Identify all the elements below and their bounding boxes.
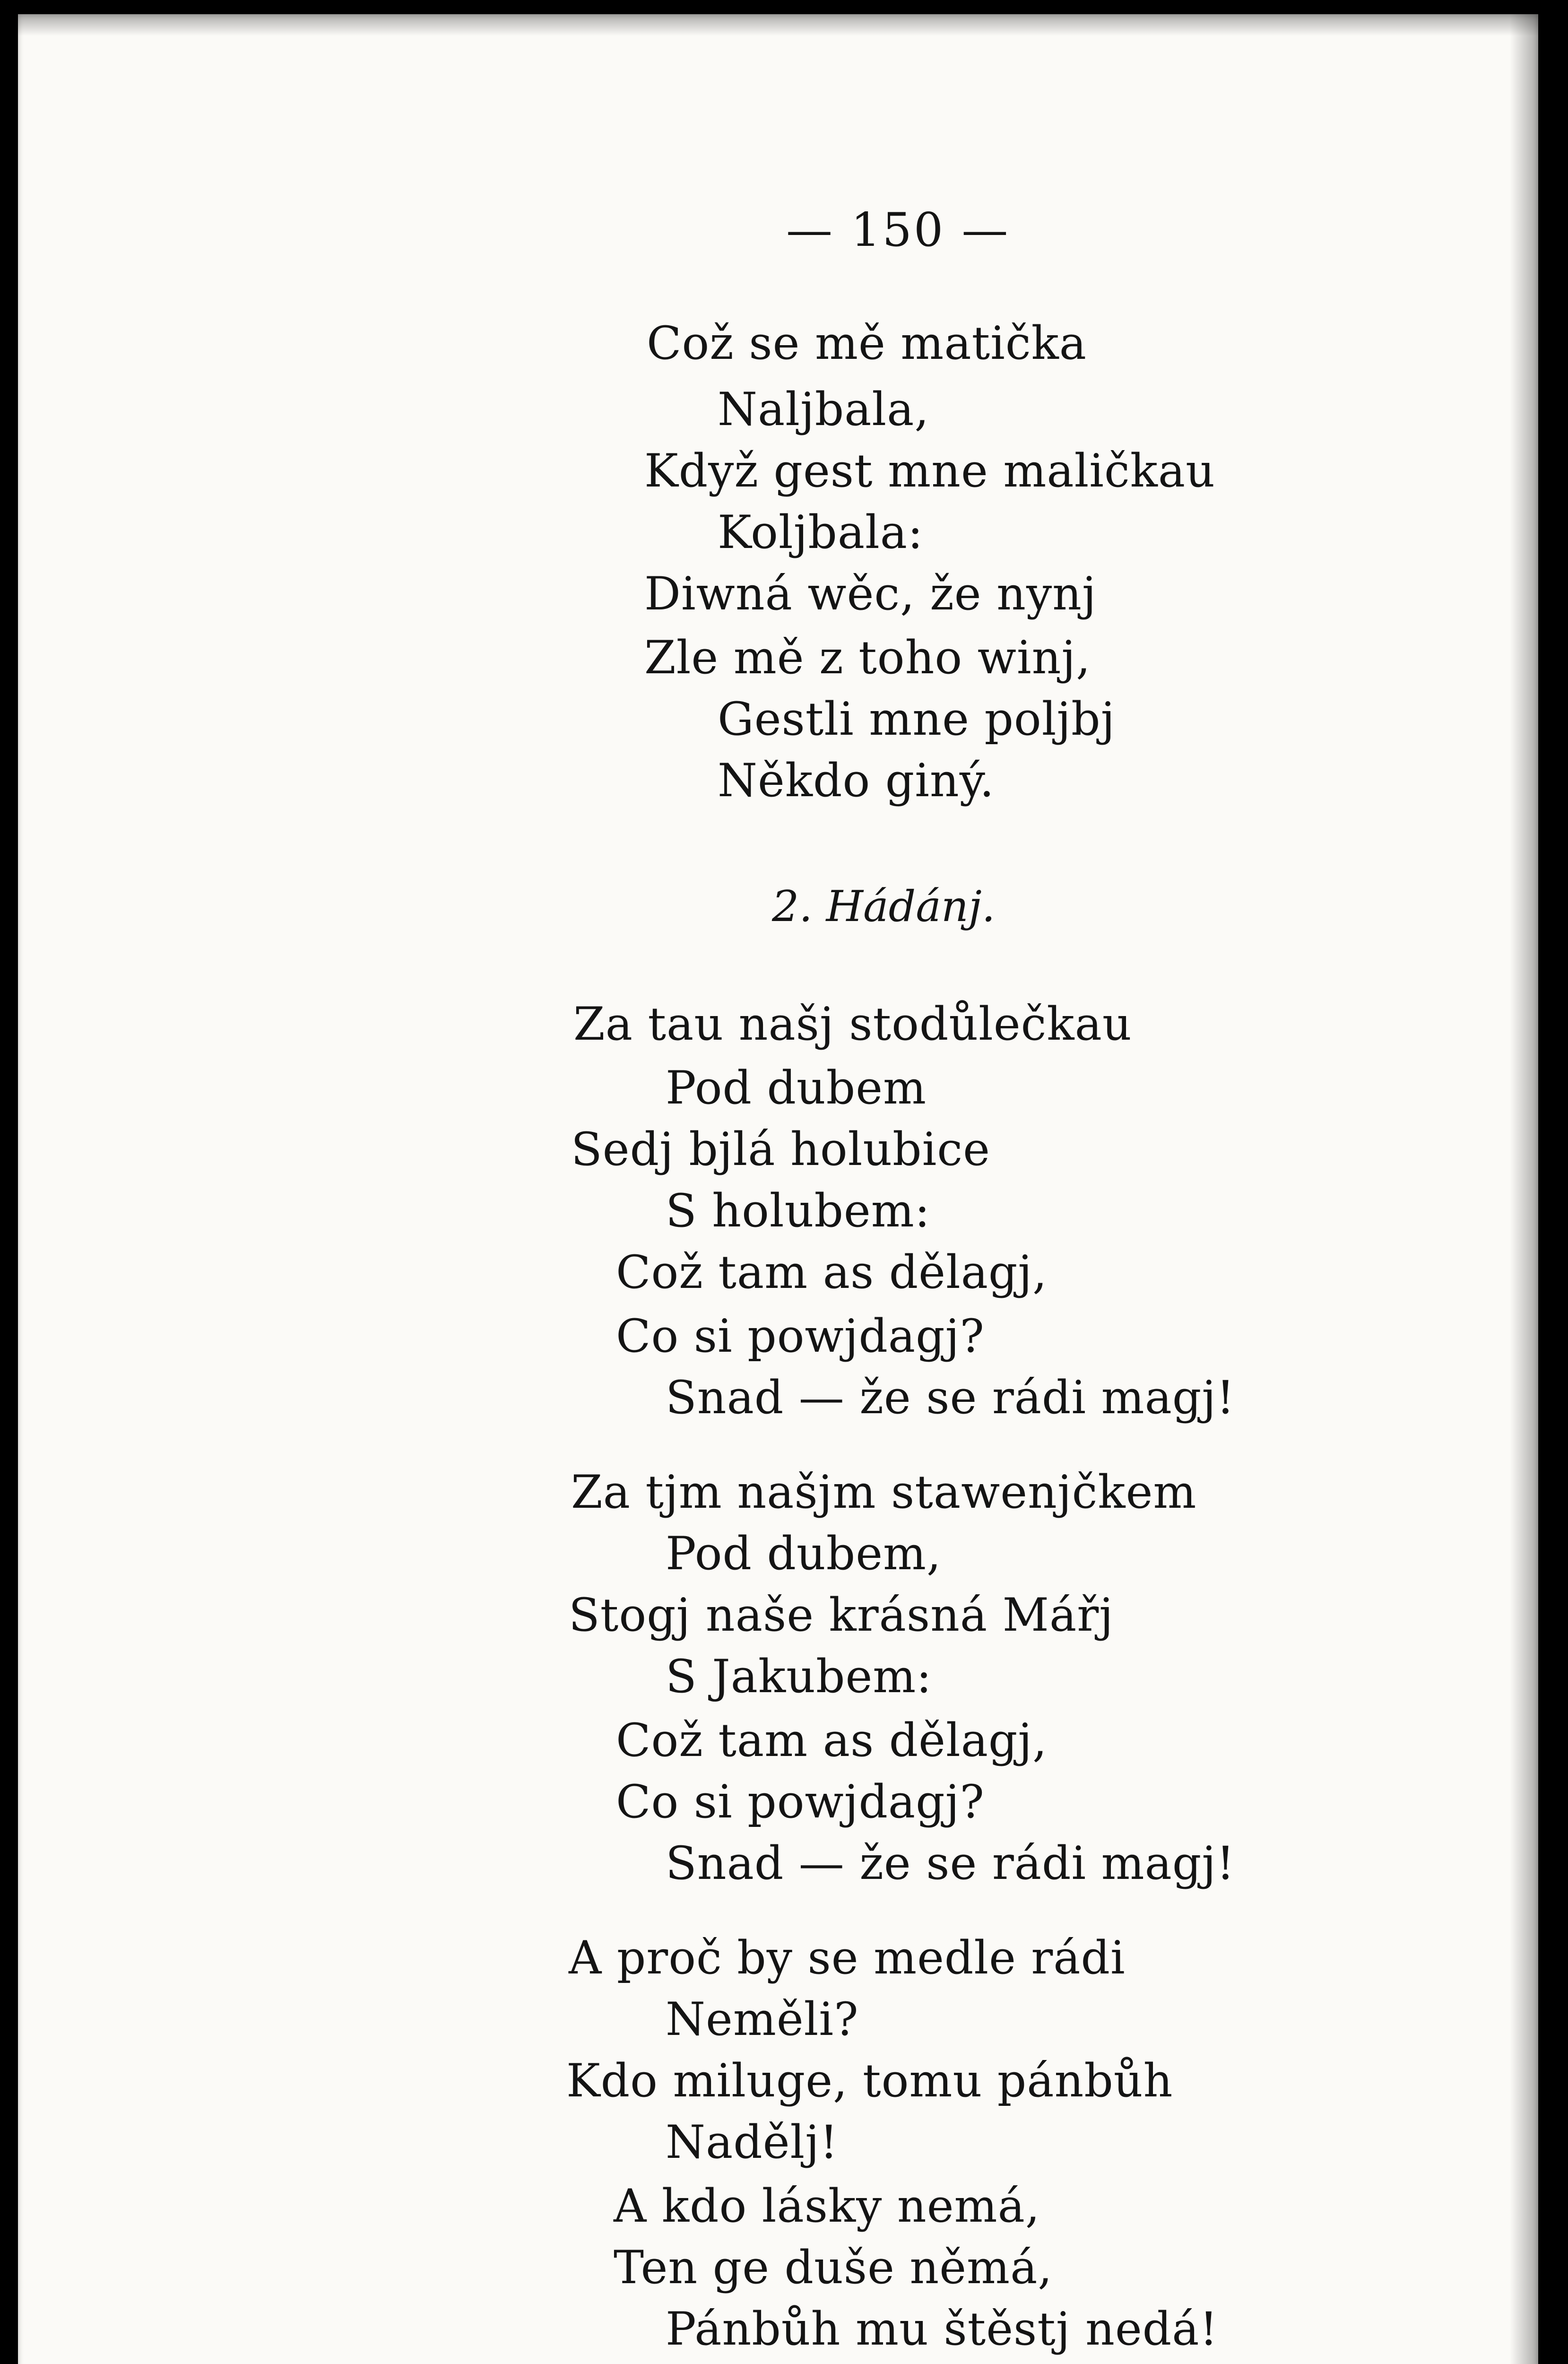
verse-line: Za tau našj stodůlečkau: [573, 998, 1132, 1051]
verse-line: Neměli?: [666, 1993, 859, 2046]
book-page: [18, 14, 1538, 2364]
verse-line: Někdo giný.: [718, 754, 995, 807]
verse-line: Což tam as dělagj,: [616, 1714, 1048, 1767]
verse-line: Pod dubem: [666, 1061, 927, 1114]
verse-line: Což tam as dělagj,: [616, 1246, 1048, 1299]
verse-line: Stogj naše krásná Mářj: [569, 1589, 1114, 1642]
verse-line: Pánbůh mu štěstj nedá!: [666, 2303, 1219, 2355]
verse-line: Snad — že se rádi magj!: [666, 1837, 1235, 1890]
verse-line: S holubem:: [666, 1184, 931, 1237]
page-edge-shadow-top: [18, 14, 1538, 36]
verse-line: Co si powjdagj?: [616, 1310, 985, 1363]
verse-line: Gestli mne poljbj: [718, 693, 1116, 746]
verse-line: Kdo miluge, tomu pánbůh: [566, 2054, 1173, 2107]
verse-line: Snad — že se rádi magj!: [666, 1371, 1235, 1424]
verse-line: A kdo lásky nemá,: [614, 2180, 1040, 2233]
verse-line: Co si powjdagj?: [616, 1775, 985, 1828]
verse-line: Za tjm našjm stawenjčkem: [571, 1466, 1197, 1519]
verse-line: Sedj bjlá holubice: [571, 1123, 990, 1176]
verse-line: A proč by se medle rádi: [569, 1931, 1126, 1984]
page-edge-shadow-right: [1510, 14, 1538, 2364]
verse-line: Když gest mne maličkau: [644, 444, 1215, 497]
verse-line: Pod dubem,: [666, 1527, 942, 1580]
verse-line: Nadělj!: [666, 2116, 839, 2169]
page-number: — 150 —: [786, 203, 1010, 257]
verse-line: Naljbala,: [718, 383, 929, 436]
verse-line: Ten ge duše němá,: [614, 2241, 1053, 2294]
verse-line: Zle mě z toho winj,: [644, 631, 1091, 684]
verse-line: Diwná wěc, že nynj: [644, 567, 1097, 620]
verse-line: Což se mě matička: [647, 317, 1087, 370]
verse-line: Koljbala:: [718, 506, 924, 559]
poem-heading: 2. Hádánj.: [772, 882, 996, 931]
verse-line: S Jakubem:: [666, 1650, 932, 1703]
